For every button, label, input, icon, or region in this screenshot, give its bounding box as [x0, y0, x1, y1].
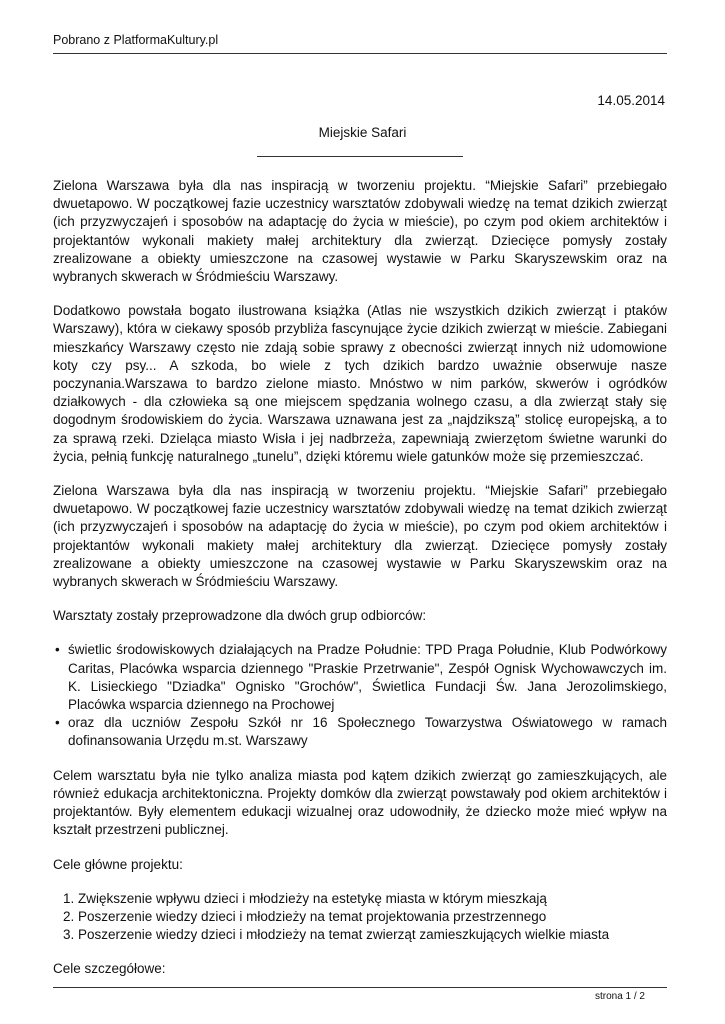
- paragraph-intro-repeat: Zielona Warszawa była dla nas inspiracją w tworzeniu projektu. “Miejskie Safari” przebiegało dwuetapowo. W początkowej fazie uczestnicy warsztatów zdobywali wiedzę na temat dzikich zwierząt (ich przyzwyczajeń i sposobów na adaptację do życia w mieście), po czym pod okiem architektów i projektantów wykonali makiety małej architektury dla zwierząt. Dziecięce pomysły zostały zrealizowane a obiekty umieszczone na czasowej wystawie w Parku Skaryszewskim oraz na wybranych skwerach w Śródmieściu Warszawy.: [53, 483, 667, 590]
- paragraph-purpose: Celem warsztatu była nie tylko analiza miasta pod kątem dzikich zwierząt go zamieszkujących, ale również edukacja architektoniczna. Projekty domków dla zwierząt powstawały pod okiem architektów i projektantów. Były elementem edukacji wizualnej oraz udowodniły, że dziecko może mieć wpływ na kształt przestrzeni publicznej.: [53, 767, 667, 838]
- title-underline: [257, 156, 463, 157]
- paragraph-workshops: Warsztaty zostały przeprowadzone dla dwóch grup odbiorców:: [53, 608, 427, 624]
- document-title: Miejskie Safari: [318, 125, 407, 140]
- detailed-goals-heading: Cele szczegółowe:: [53, 961, 166, 977]
- audience-list: [53, 641, 667, 750]
- header-divider: [53, 53, 667, 54]
- page-header-source: Pobrano z PlatformaKultury.pl: [53, 33, 219, 47]
- paragraph-book: Dodatkowo powstała bogato ilustrowana książka (Atlas nie wszystkich dzikich zwierząt i ptaków Warszawy), która w ciekawy sposób przybliża fascynujące życie dzikich zwierząt w mieście. Zabiegani mieszkańcy Warszawy często nie zdają sobie sprawy z obecności zwierząt innych niż udomowione koty czy psy... A szkoda, bo wiele z tych dzikich bardzo uważnie obserwuje nasze poczynania.Warszawa to bardzo zielone miasto. Mnóstwo w nim parków, skwerów i ogródków działkowych - dla człowieka są one miejscem spędzania wolnego czasu, a dla zwierząt stały się dogodnym środowiskiem do życia. Warszawa uznawana jest za „najdzikszą” stolicę europejską, a to za sprawą rzeki. Dzieląca miasto Wisła i jej nadbrzeża, zapewniają zwierzętom świetne warunki do życia, pełnią funkcję naturalnego „tunelu”, dzięki któremu wiele gatunków może się przemieszczać.: [53, 303, 667, 464]
- document-body: [53, 177, 667, 995]
- main-goal-item: 1. Zwiększenie wpływu dzieci i młodzieży na estetykę miasta w którym mieszkają: [78, 890, 667, 908]
- footer-divider: [53, 987, 667, 988]
- page-number: strona 1 / 2: [594, 991, 645, 1002]
- document-date: 14.05.2014: [597, 93, 665, 108]
- main-goal-item: 3. Poszerzenie wiedzy dzieci i młodzieży na temat zwierząt zamieszkujących wielkie miasta: [78, 926, 667, 944]
- main-goals-list: [53, 890, 667, 945]
- audience-item: • oraz dla uczniów Zespołu Szkół nr 16 Społecznego Towarzystwa Oświatowego w ramach dofinansowania Urzędu m.st. Warszawy: [68, 714, 667, 750]
- audience-item: • świetlic środowiskowych działających na Pradze Południe: TPD Praga Południe, Klub Podwórkowy Caritas, Placówka wsparcia dziennego "Praskie Przetrwanie", Zespół Ognisk Wychowawczych im. K. Lisieckiego "Dziadka" Ognisko "Grochów", Świetlica Fundacji Św. Jana Jerozolimskiego, Placówka wsparcia dziennego na Prochowej: [68, 641, 667, 714]
- main-goals-heading: Cele główne projektu:: [53, 856, 183, 872]
- main-goal-item: 2. Poszerzenie wiedzy dzieci i młodzieży na temat projektowania przestrzennego: [78, 908, 667, 926]
- paragraph-intro: Zielona Warszawa była dla nas inspiracją w tworzeniu projektu. “Miejskie Safari” przebiegało dwuetapowo. W początkowej fazie uczestnicy warsztatów zdobywali wiedzę na temat dzikich zwierząt (ich przyzwyczajeń i sposobów na adaptację do życia w mieście), po czym pod okiem architektów i projektantów wykonali makiety małej architektury dla zwierząt. Dziecięce pomysły zostały zrealizowane a obiekty umieszczone na czasowej wystawie w Parku Skaryszewskim oraz na wybranych skwerach w Śródmieściu Warszawy.: [53, 178, 667, 285]
